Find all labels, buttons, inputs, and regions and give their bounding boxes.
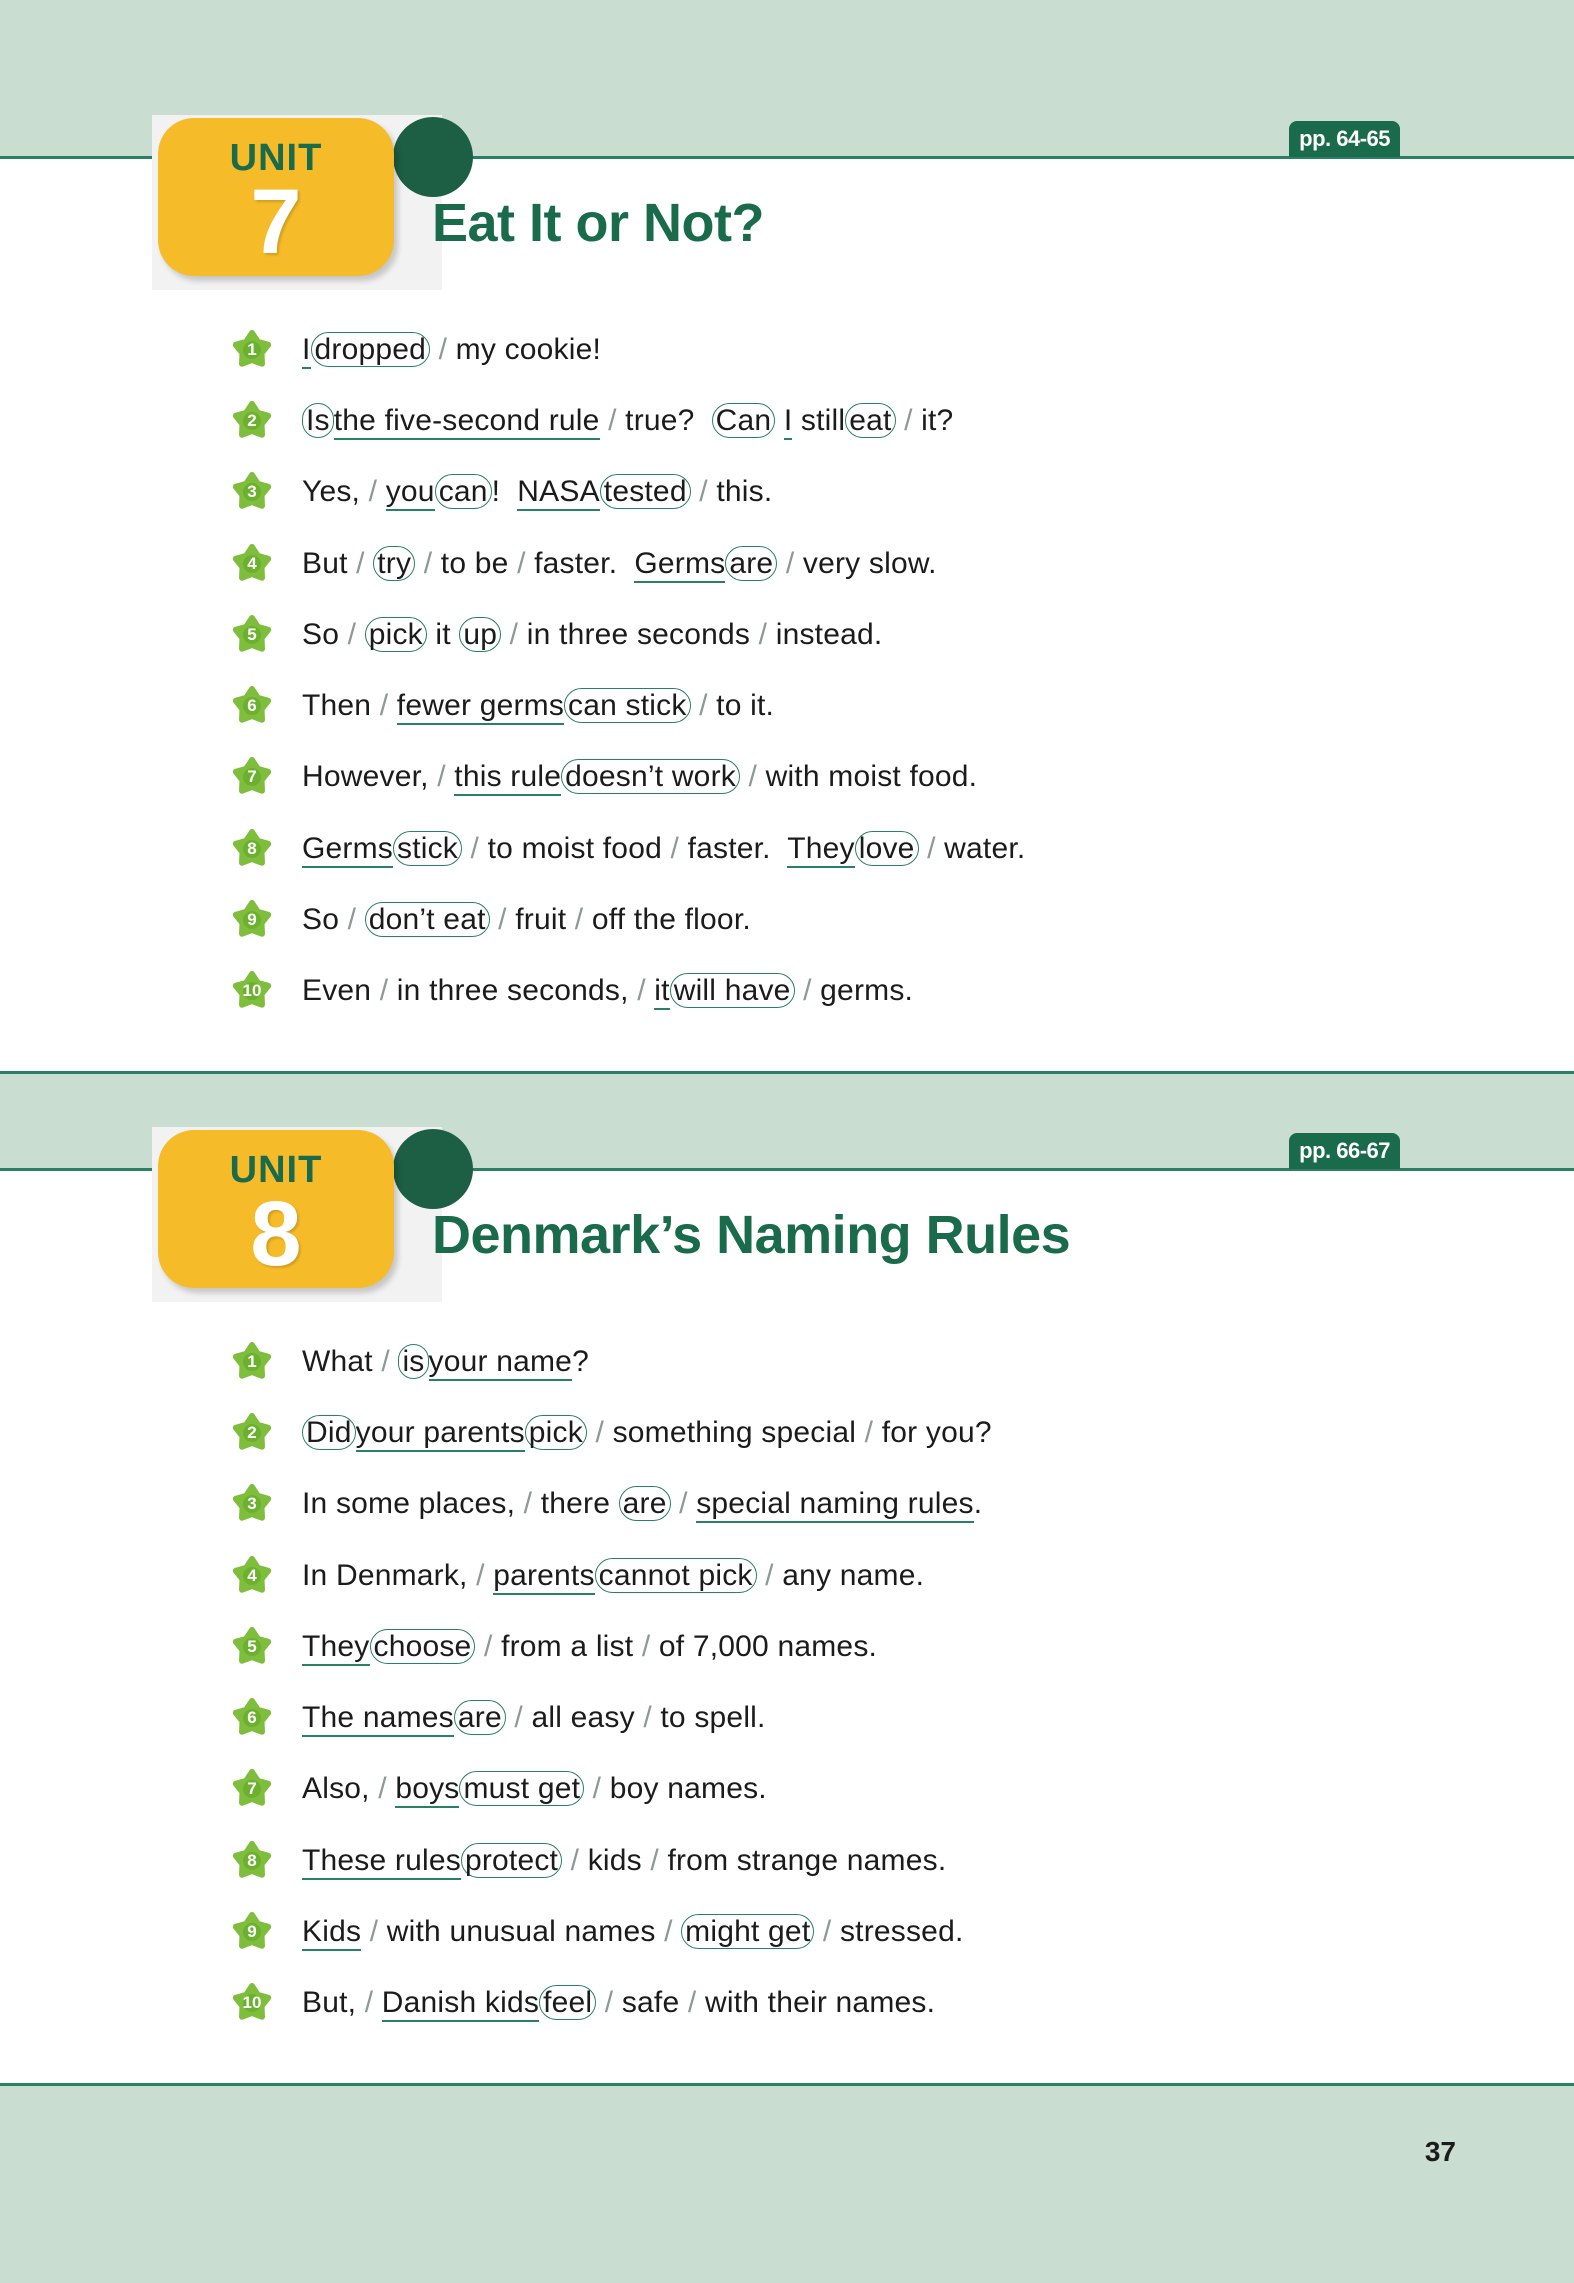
- plain-text: boy names.: [609, 1772, 767, 1806]
- sentence-text: [302, 974, 913, 1008]
- number-flower-icon: [232, 1484, 272, 1524]
- underlined-phrase: They: [787, 832, 855, 868]
- slash-divider: /: [690, 689, 717, 723]
- number-flower-icon: [232, 1342, 272, 1382]
- page-reference-badge: pp. 64-65: [1289, 121, 1400, 157]
- plain-text: In Denmark,: [302, 1558, 477, 1592]
- slash-divider: /: [430, 332, 456, 366]
- underlined-phrase: you: [386, 475, 435, 511]
- number-flower-icon: [232, 1769, 272, 1809]
- plain-text: In some places,: [302, 1487, 524, 1521]
- circled-verb: cannot pick: [595, 1558, 757, 1593]
- slash-divider: /: [562, 1843, 588, 1877]
- unit-number: 7: [250, 171, 302, 273]
- plain-text: But: [302, 546, 357, 580]
- sentence-text: [302, 903, 751, 937]
- underlined-phrase: NASA: [517, 475, 600, 511]
- underlined-phrase: These rules: [302, 1844, 461, 1880]
- plain-text: fruit: [515, 903, 575, 937]
- slash-divider: /: [794, 974, 821, 1008]
- plain-text: true?: [625, 403, 712, 437]
- slash-divider: /: [758, 617, 776, 651]
- sentence-text: [302, 689, 774, 723]
- sentence-text: [302, 547, 937, 581]
- plain-text: off the floor.: [591, 903, 751, 937]
- sentence-number: 5: [247, 624, 257, 644]
- tab-arc-decoration: [393, 1129, 473, 1209]
- circled-verb: stick: [393, 831, 462, 866]
- slash-divider: /: [637, 974, 655, 1008]
- sentence-number: 3: [247, 1494, 257, 1514]
- slash-divider: /: [347, 903, 365, 937]
- underlined-phrase: The names: [302, 1701, 454, 1737]
- circled-verb: Is: [302, 403, 334, 438]
- sentence-text: [302, 1772, 767, 1806]
- slash-divider: /: [378, 1772, 396, 1806]
- underlined-phrase: They: [302, 1630, 370, 1666]
- slash-divider: /: [664, 1915, 682, 1949]
- slash-divider: /: [756, 1558, 783, 1592]
- slash-divider: /: [437, 760, 455, 794]
- plain-text: with moist food.: [765, 760, 978, 794]
- sentence-number: 10: [242, 1993, 262, 2013]
- plain-text: stressed.: [839, 1915, 964, 1949]
- slash-divider: /: [379, 974, 397, 1008]
- plain-text: from a list: [501, 1629, 642, 1663]
- underlined-phrase: Germs: [634, 547, 725, 583]
- plain-text: to moist food: [487, 831, 671, 865]
- slash-divider: /: [777, 546, 803, 580]
- unit-label: UNIT: [229, 1149, 323, 1191]
- plain-text: to be: [440, 546, 518, 580]
- number-flower-icon: [232, 615, 272, 655]
- number-flower-icon: [232, 971, 272, 1011]
- circled-verb: tested: [600, 474, 691, 509]
- circled-verb: is: [398, 1344, 428, 1379]
- sentence-text: [302, 1416, 992, 1450]
- plain-text: Yes,: [302, 475, 369, 509]
- circled-verb: don’t eat: [365, 902, 490, 937]
- plain-text: water.: [944, 831, 1026, 865]
- sentence-number: 1: [247, 339, 257, 359]
- plain-text: of 7,000 names.: [658, 1629, 878, 1663]
- slash-divider: /: [584, 1772, 610, 1806]
- circled-verb: are: [454, 1700, 506, 1735]
- plain-text: Even: [302, 974, 380, 1008]
- underlined-phrase: I: [784, 404, 793, 440]
- sentence-text: [302, 1844, 946, 1878]
- number-flower-icon: [232, 1841, 272, 1881]
- slash-divider: /: [596, 1986, 622, 2020]
- slash-divider: /: [379, 689, 397, 723]
- plain-text: from strange names.: [667, 1843, 947, 1877]
- slash-divider: /: [489, 903, 516, 937]
- plain-text: for you?: [881, 1415, 992, 1449]
- plain-text: my cookie!: [455, 332, 602, 366]
- slash-divider: /: [599, 403, 626, 437]
- plain-text: something special: [612, 1415, 865, 1449]
- slash-divider: /: [690, 475, 717, 509]
- number-flower-icon: [232, 1413, 272, 1453]
- underlined-phrase: boys: [395, 1772, 459, 1808]
- circled-verb: love: [855, 831, 919, 866]
- plain-text: faster.: [534, 546, 635, 580]
- circled-verb: Can: [712, 403, 776, 438]
- slash-divider: /: [347, 617, 365, 651]
- number-flower-icon: [232, 829, 272, 869]
- slash-divider: /: [368, 475, 386, 509]
- circled-verb: try: [373, 546, 415, 581]
- underlined-phrase: special naming rules: [696, 1487, 973, 1523]
- slash-divider: /: [586, 1415, 613, 1449]
- slash-divider: /: [739, 760, 766, 794]
- circled-verb: can: [435, 474, 492, 509]
- slash-divider: /: [670, 1487, 697, 1521]
- plain-text: this.: [716, 475, 773, 509]
- sentence-text: [302, 1986, 935, 2020]
- sentence-number: 8: [247, 838, 257, 858]
- sentence-number: 2: [247, 410, 257, 430]
- slash-divider: /: [643, 1701, 661, 1735]
- slash-divider: /: [650, 1843, 668, 1877]
- number-flower-icon: [232, 686, 272, 726]
- plain-text: still: [792, 403, 846, 437]
- plain-text: kids: [587, 1843, 651, 1877]
- page-number: 37: [1424, 2136, 1456, 2167]
- circled-verb: protect: [461, 1843, 562, 1878]
- slash-divider: /: [895, 403, 922, 437]
- sentence-number: 4: [247, 553, 257, 573]
- unit-title: Denmark’s Naming Rules: [432, 1205, 1071, 1265]
- underlined-phrase: parents: [493, 1559, 594, 1595]
- circled-verb: are: [725, 546, 777, 581]
- slash-divider: /: [361, 1915, 387, 1949]
- slash-divider: /: [364, 1986, 382, 2020]
- number-flower-icon: [232, 1627, 272, 1667]
- plain-text: there: [540, 1487, 619, 1521]
- sentence-text: [302, 1915, 963, 1949]
- plain-text: in three seconds,: [396, 974, 638, 1008]
- plain-text: in three seconds: [526, 617, 759, 651]
- circled-verb: Did: [302, 1415, 356, 1450]
- number-flower-icon: [232, 401, 272, 441]
- unit-label: UNIT: [229, 137, 323, 179]
- slash-divider: /: [523, 1487, 541, 1521]
- plain-text: with unusual names: [386, 1915, 665, 1949]
- plain-text: .: [973, 1487, 983, 1521]
- slash-divider: /: [475, 1629, 502, 1663]
- underlined-phrase: Kids: [302, 1915, 361, 1951]
- number-flower-icon: [232, 1698, 272, 1738]
- sentence-number: 7: [247, 1779, 257, 1799]
- sentence-text: [302, 760, 977, 794]
- sentence-number: 5: [247, 1636, 257, 1656]
- slash-divider: /: [641, 1629, 659, 1663]
- circled-verb: choose: [370, 1629, 476, 1664]
- plain-text: very slow.: [802, 546, 937, 580]
- underlined-phrase: your parents: [356, 1416, 525, 1452]
- number-flower-icon: [232, 1556, 272, 1596]
- number-flower-icon: [232, 472, 272, 512]
- sentence-number: 3: [247, 482, 257, 502]
- underlined-phrase: the five-second rule: [334, 404, 600, 440]
- circled-verb: must get: [459, 1771, 584, 1806]
- sentence-text: [302, 1559, 924, 1593]
- plain-text: all easy: [531, 1701, 644, 1735]
- slash-divider: /: [687, 1986, 705, 2020]
- number-flower-icon: [232, 1983, 272, 2023]
- circled-verb: are: [619, 1486, 671, 1521]
- sentence-text: [302, 1630, 877, 1664]
- sentence-text: [302, 832, 1025, 866]
- circled-verb: doesn’t work: [561, 759, 740, 794]
- underlined-phrase: your name: [429, 1345, 573, 1381]
- plain-text: to it.: [716, 689, 775, 723]
- circled-verb: feel: [539, 1985, 596, 2020]
- underlined-phrase: I: [302, 333, 311, 369]
- sentence-number: 4: [247, 1565, 257, 1585]
- plain-text: safe: [621, 1986, 688, 2020]
- circled-verb: eat: [845, 403, 895, 438]
- sentence-number: 9: [247, 1922, 257, 1942]
- page-reference-badge: pp. 66-67: [1289, 1133, 1400, 1169]
- plain-text: any name.: [782, 1558, 925, 1592]
- number-flower-icon: [232, 757, 272, 797]
- plain-text: with their names.: [704, 1986, 936, 2020]
- slash-divider: /: [476, 1558, 494, 1592]
- circled-verb: might get: [681, 1914, 814, 1949]
- underlined-phrase: it: [654, 974, 669, 1010]
- sentence-text: [302, 333, 601, 367]
- slash-divider: /: [864, 1415, 882, 1449]
- sentence-text: [302, 475, 772, 509]
- slash-divider: /: [462, 831, 488, 865]
- number-flower-icon: [232, 544, 272, 584]
- plain-text: faster.: [687, 831, 788, 865]
- sentence-number: 6: [247, 1708, 257, 1728]
- sentence-text: [302, 1701, 766, 1735]
- plain-text: But,: [302, 1986, 365, 2020]
- plain-text: !: [491, 475, 518, 509]
- tab-arc-decoration: [393, 117, 473, 197]
- plain-text: germs.: [820, 974, 914, 1008]
- number-flower-icon: [232, 900, 272, 940]
- underlined-phrase: fewer germs: [397, 689, 564, 725]
- sentence-number: 2: [247, 1422, 257, 1442]
- slash-divider: /: [356, 546, 374, 580]
- sentence-text: [302, 1345, 589, 1379]
- sentence-number: 8: [247, 1850, 257, 1870]
- slash-divider: /: [814, 1915, 840, 1949]
- plain-text: it: [426, 617, 460, 651]
- unit-number: 8: [250, 1183, 302, 1285]
- plain-text: However,: [302, 760, 438, 794]
- circled-verb: can stick: [564, 688, 691, 723]
- sentence-text: [302, 404, 953, 438]
- sentence-text: [302, 618, 882, 652]
- slash-divider: /: [505, 1701, 532, 1735]
- circled-verb: up: [459, 617, 501, 652]
- plain-text: So: [302, 903, 348, 937]
- slash-divider: /: [381, 1344, 399, 1378]
- plain-text: to spell.: [660, 1701, 766, 1735]
- unit-badge: [158, 118, 394, 276]
- slash-divider: /: [501, 617, 527, 651]
- sentence-text: [302, 1487, 982, 1521]
- underlined-phrase: Danish kids: [382, 1986, 539, 2022]
- circled-verb: will have: [670, 973, 795, 1008]
- slash-divider: /: [415, 546, 441, 580]
- sentence-number: 6: [247, 696, 257, 716]
- underlined-phrase: Germs: [302, 832, 393, 868]
- plain-text: it?: [921, 403, 954, 437]
- plain-text: [775, 404, 784, 437]
- plain-text: instead.: [775, 617, 883, 651]
- unit-title: Eat It or Not?: [432, 193, 764, 253]
- sentence-number: 10: [242, 981, 262, 1001]
- circled-verb: dropped: [311, 332, 431, 367]
- slash-divider: /: [574, 903, 592, 937]
- unit-badge: [158, 1130, 394, 1288]
- sentence-number: 9: [247, 910, 257, 930]
- plain-text: Also,: [302, 1772, 379, 1806]
- underlined-phrase: this rule: [454, 760, 561, 796]
- plain-text: So: [302, 617, 348, 651]
- number-flower-icon: [232, 1912, 272, 1952]
- circled-verb: pick: [525, 1415, 587, 1450]
- slash-divider: /: [918, 831, 945, 865]
- slash-divider: /: [670, 831, 688, 865]
- circled-verb: pick: [365, 617, 427, 652]
- slash-divider: /: [517, 546, 535, 580]
- number-flower-icon: [232, 330, 272, 370]
- sentence-number: 1: [247, 1351, 257, 1371]
- sentence-number: 7: [247, 767, 257, 787]
- plain-text: ?: [572, 1344, 589, 1378]
- plain-text: Then: [302, 689, 380, 723]
- plain-text: What: [302, 1344, 382, 1378]
